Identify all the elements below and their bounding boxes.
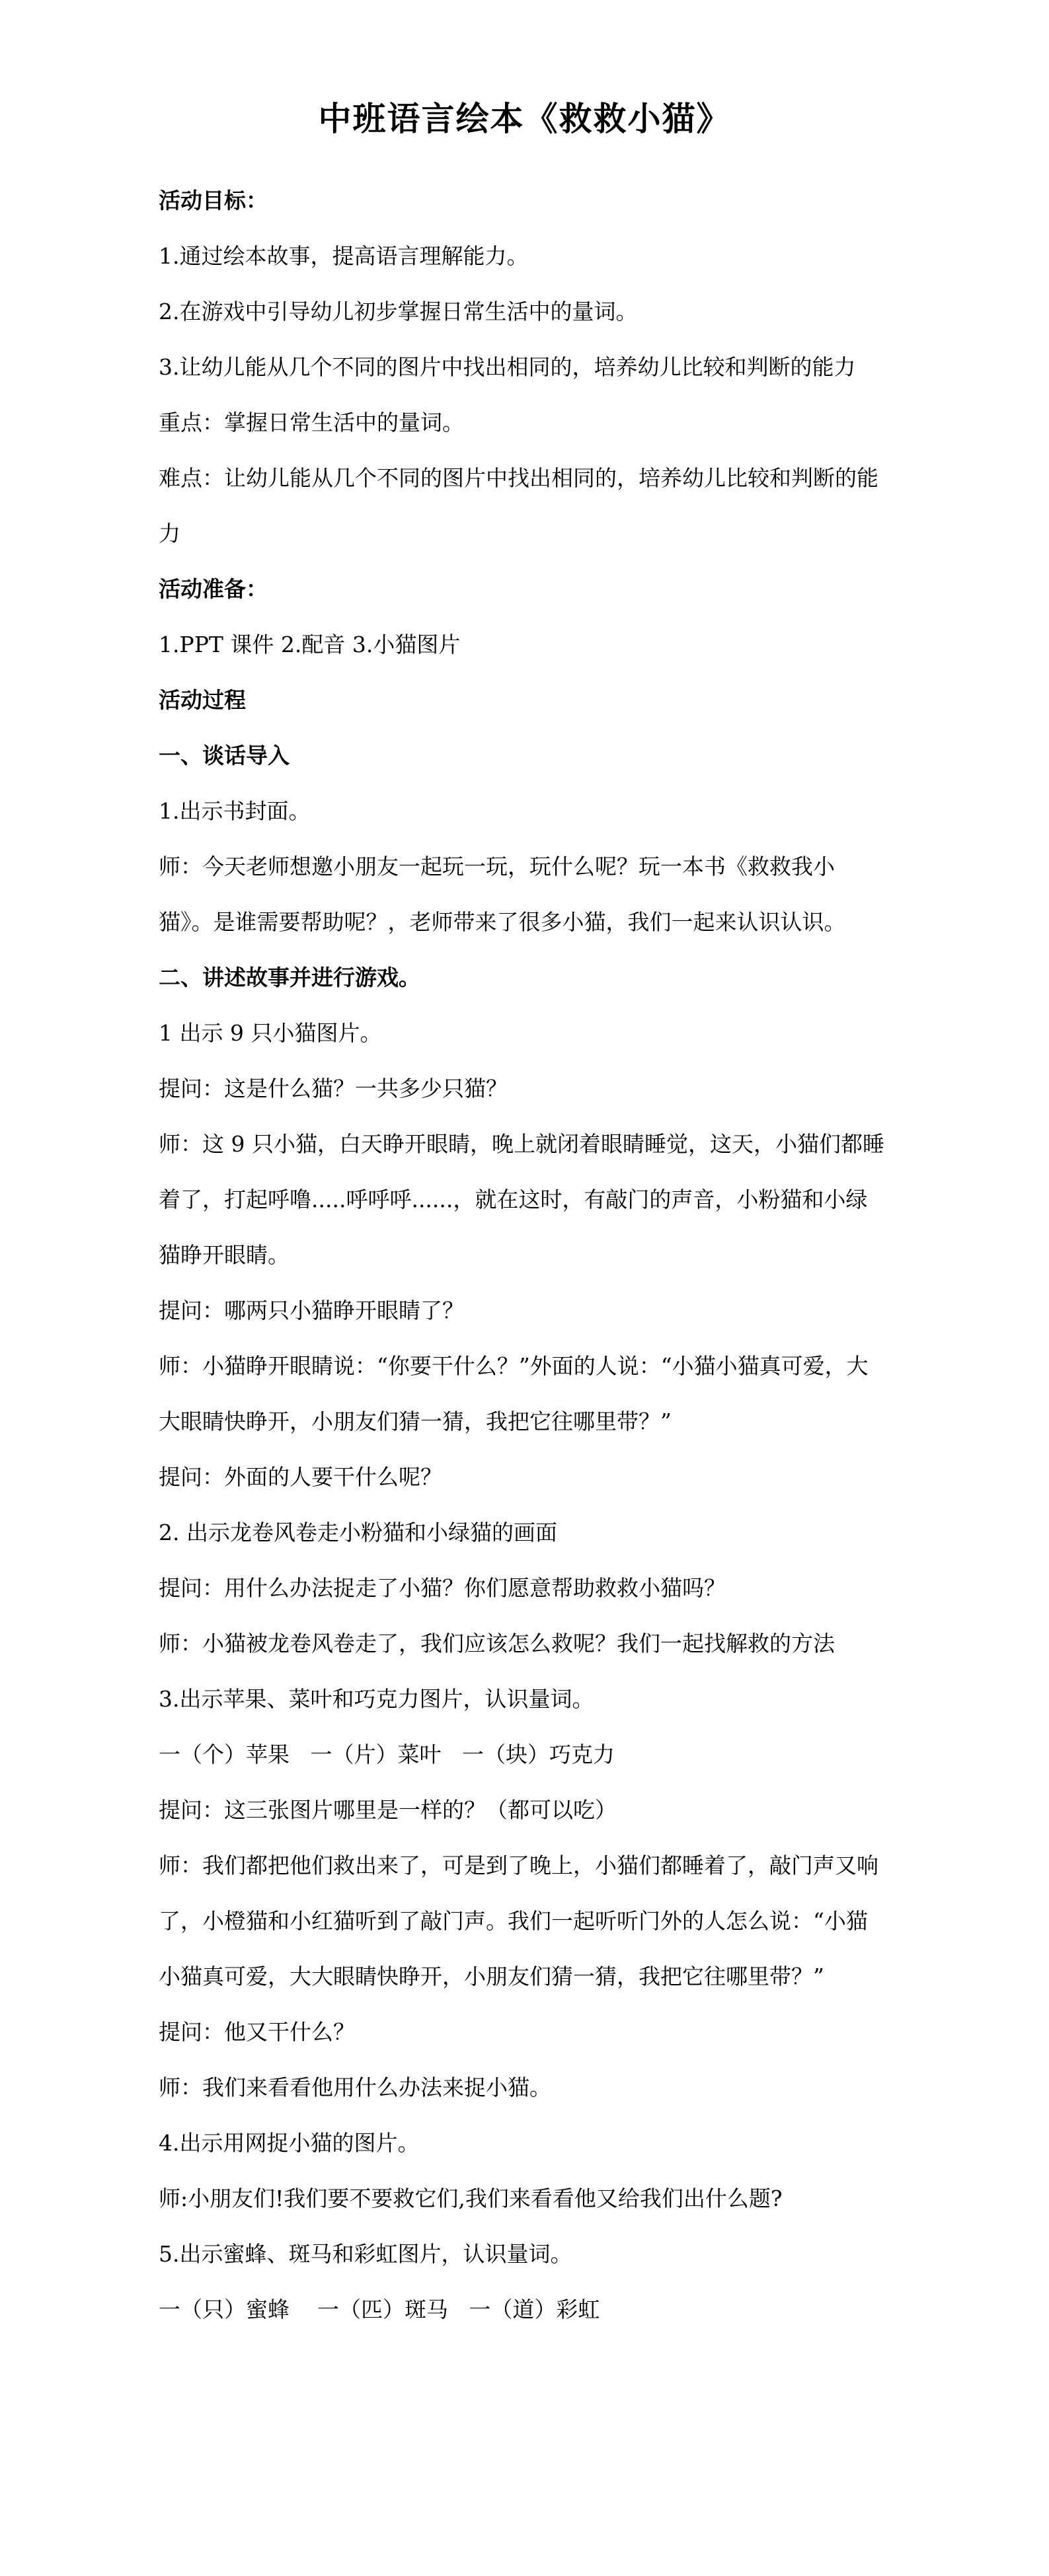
teacher-dialogue: 师:小朋友们!我们要不要救它们,我们来看看他又给我们出什么题? xyxy=(159,2186,783,2211)
section-heading-1: 一、谈话导入 xyxy=(159,743,290,768)
section-heading-2: 二、讲述故事并进行游戏。 xyxy=(159,965,420,990)
document-body xyxy=(159,173,886,2337)
teacher-dialogue: 师：小猫被龙卷风卷走了，我们应该怎么救呢？我们一起找解救的方法 xyxy=(159,1631,835,1656)
heading-activity-preparation: 活动准备： xyxy=(159,576,268,602)
step-show-tornado: 2. 出示龙卷风卷走小粉猫和小绿猫的画面 xyxy=(159,1520,557,1545)
step-show-cover: 1.出示书封面。 xyxy=(159,798,311,824)
question: 提问：这三张图片哪里是一样的？（都可以吃） xyxy=(159,1797,617,1823)
measure-words-animals: 一（只）蜜蜂 一（匹）斑马 一（道）彩虹 xyxy=(159,2297,600,2322)
goal-item-2: 2.在游戏中引导幼儿初步掌握日常生活中的量词。 xyxy=(159,299,638,324)
teacher-dialogue: 师：小猫睁开眼睛说：“你要干什么？”外面的人说：“小猫小猫真可爱，大大眼睛快睁开，小朋友们猜一猜，我把它往哪里带？” xyxy=(159,1353,869,1434)
question: 提问：这是什么猫？一共多少只猫？ xyxy=(159,1076,508,1101)
goal-item-1: 1.通过绘本故事，提高语言理解能力。 xyxy=(159,243,529,269)
preparation-items: 1.PPT 课件 2.配音 3.小猫图片 xyxy=(159,632,461,657)
question: 提问：外面的人要干什么呢？ xyxy=(159,1464,442,1490)
question: 提问：他又干什么？ xyxy=(159,2019,355,2045)
heading-activity-process: 活动过程 xyxy=(159,687,246,713)
step-show-food-pictures: 3.出示苹果、菜叶和巧克力图片，认识量词。 xyxy=(159,1686,594,1712)
key-point: 重点：掌握日常生活中的量词。 xyxy=(159,410,464,435)
teacher-dialogue: 师：这 9 只小猫，白天睁开眼睛，晚上就闭着眼睛睡觉，这天，小猫们都睡着了，打起呼噜.....呼呼呼......，就在这时，有敲门的声音，小粉猫和小绿猫睁开眼睛。 xyxy=(159,1131,884,1268)
step-show-animal-pictures: 5.出示蜜蜂、斑马和彩虹图片，认识量词。 xyxy=(159,2241,572,2267)
document-title: 中班语言绘本《救救小猫》 xyxy=(318,99,731,138)
heading-activity-goals: 活动目标： xyxy=(159,188,268,213)
step-show-9-cats: 1 出示 9 只小猫图片。 xyxy=(159,1020,382,1046)
teacher-dialogue: 师：我们都把他们救出来了，可是到了晚上，小猫们都睡着了，敲门声又响了，小橙猫和小红猫听到了敲门声。我们一起听听门外的人怎么说：“小猫小猫真可爱，大大眼睛快睁开，小朋友们猜一猜，我把它往哪里带？” xyxy=(159,1853,878,1989)
goal-item-3: 3.让幼儿能从几个不同的图片中找出相同的，培养幼儿比较和判断的能力 xyxy=(159,354,856,380)
teacher-dialogue: 师：我们来看看他用什么办法来捉小猫。 xyxy=(159,2075,551,2100)
difficulty-point: 难点：让幼儿能从几个不同的图片中找出相同的，培养幼儿比较和判断的能力 xyxy=(159,465,878,546)
step-show-net-picture: 4.出示用网捉小猫的图片。 xyxy=(159,2130,420,2156)
question: 提问：哪两只小猫睁开眼睛了？ xyxy=(159,1298,464,1323)
teacher-dialogue: 师：今天老师想邀小朋友一起玩一玩，玩什么呢？玩一本书《救救我小猫》。是谁需要帮助呢？，老师带来了很多小猫，我们一起来认识认识。 xyxy=(159,854,846,935)
measure-words-food: 一（个）苹果 一（片）菜叶 一（块）巧克力 xyxy=(159,1742,615,1767)
question: 提问：用什么办法捉走了小猫？你们愿意帮助救救小猫吗？ xyxy=(159,1575,726,1601)
